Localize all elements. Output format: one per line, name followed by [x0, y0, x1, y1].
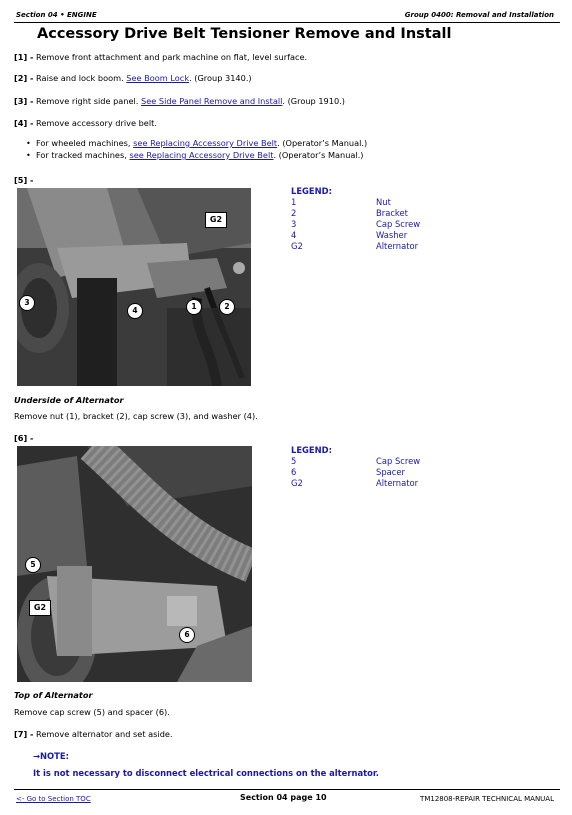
legend-key: 4: [291, 230, 297, 240]
step-number: [1] -: [14, 52, 34, 62]
legend-row: [291, 456, 451, 467]
figure-instruction: Remove nut (1), bracket (2), cap screw (3), and washer (4).: [14, 411, 258, 421]
step-number: [2] -: [14, 73, 34, 83]
note-text: It is not necessary to disconnect electrical connections on the alternator.: [33, 768, 379, 778]
legend-row: [291, 467, 451, 478]
step-4: [14, 118, 157, 129]
legend-row: [291, 241, 451, 252]
callout-4: 4: [127, 303, 143, 319]
page-number: Section 04 page 10: [240, 793, 327, 802]
figure-caption: Top of Alternator: [14, 690, 93, 700]
step-number: [5] -: [14, 175, 34, 185]
legend-value: Washer: [376, 230, 408, 240]
legend-key: G2: [291, 241, 303, 251]
legend-row: [291, 230, 451, 241]
alternator-top-photo: [17, 446, 252, 682]
legend-key: G2: [291, 478, 303, 488]
bullet-suffix: . (Operator’s Manual.): [277, 138, 368, 148]
alternator-underside-photo: [17, 188, 251, 386]
section-header: Section 04 • ENGINE: [16, 11, 97, 19]
legend-title: LEGEND:: [291, 186, 332, 196]
legend-key: 6: [291, 467, 297, 477]
legend-value: Spacer: [376, 467, 405, 477]
section-toc-link[interactable]: <- Go to Section TOC: [16, 795, 91, 803]
note-title: →NOTE:: [33, 751, 69, 761]
legend-value: Alternator: [376, 478, 419, 488]
callout-3: 3: [19, 295, 35, 311]
legend-list-1: [291, 197, 451, 252]
legend-value: Cap Screw: [376, 456, 421, 466]
step-3: [14, 96, 345, 107]
legend-value: Cap Screw: [376, 219, 421, 229]
legend-key: 5: [291, 456, 297, 466]
step-6: [14, 433, 33, 444]
figure-instruction: Remove cap screw (5) and spacer (6).: [14, 707, 170, 717]
callout-6: 6: [179, 627, 195, 643]
legend-key: 1: [291, 197, 297, 207]
step-number: [7] -: [14, 729, 34, 739]
step-5: [14, 175, 33, 186]
drive-belt-link-tracked[interactable]: see Replacing Accessory Drive Belt: [129, 150, 274, 160]
bullet-icon: •: [26, 150, 31, 160]
legend-value: Alternator: [376, 241, 419, 251]
legend-row: [291, 219, 451, 230]
drive-belt-link-wheeled[interactable]: see Replacing Accessory Drive Belt: [133, 138, 278, 148]
step-text-suffix: . (Group 1910.): [282, 96, 345, 106]
legend-value: Bracket: [376, 208, 408, 218]
step-text-suffix: . (Group 3140.): [189, 73, 252, 83]
step-number: [3] -: [14, 96, 34, 106]
bullet-icon: •: [26, 138, 31, 148]
bullet-suffix: . (Operator’s Manual.): [273, 150, 364, 160]
step-text: Remove accessory drive belt.: [36, 118, 157, 128]
figure-caption: Underside of Alternator: [14, 395, 124, 405]
callout-g2: G2: [29, 600, 51, 616]
legend-list-2: [291, 456, 451, 489]
step-2: [14, 73, 252, 84]
legend-row: [291, 478, 451, 489]
bullet-text: For wheeled machines,: [36, 138, 131, 148]
legend-key: 2: [291, 208, 297, 218]
step-text: Remove alternator and set aside.: [36, 729, 173, 739]
legend-key: 3: [291, 219, 297, 229]
step-7: [14, 729, 173, 740]
bullet-tracked: [26, 150, 364, 161]
callout-1: 1: [186, 299, 202, 315]
header-divider: [14, 22, 560, 23]
side-panel-link[interactable]: See Side Panel Remove and Install: [141, 96, 283, 106]
bullet-text: For tracked machines,: [36, 150, 127, 160]
legend-row: [291, 208, 451, 219]
step-text: Raise and lock boom.: [36, 73, 124, 83]
page-title: Accessory Drive Belt Tensioner Remove and Install: [37, 26, 452, 42]
callout-g2: G2: [205, 212, 227, 228]
step-number: [6] -: [14, 433, 34, 443]
callout-5: 5: [25, 557, 41, 573]
bullet-wheeled: [26, 138, 367, 149]
legend-title: LEGEND:: [291, 445, 332, 455]
legend-row: [291, 197, 451, 208]
manual-name: TM12808-REPAIR TECHNICAL MANUAL: [420, 795, 554, 803]
callout-2: 2: [219, 299, 235, 315]
legend-value: Nut: [376, 197, 391, 207]
step-text: Remove right side panel.: [36, 96, 139, 106]
boom-lock-link[interactable]: See Boom Lock: [126, 73, 190, 83]
step-1: [14, 52, 307, 63]
step-number: [4] -: [14, 118, 34, 128]
step-text: Remove front attachment and park machine on flat, level surface.: [36, 52, 308, 62]
group-header: Group 0400: Removal and Installation: [404, 11, 554, 19]
footer-divider: [14, 789, 560, 790]
